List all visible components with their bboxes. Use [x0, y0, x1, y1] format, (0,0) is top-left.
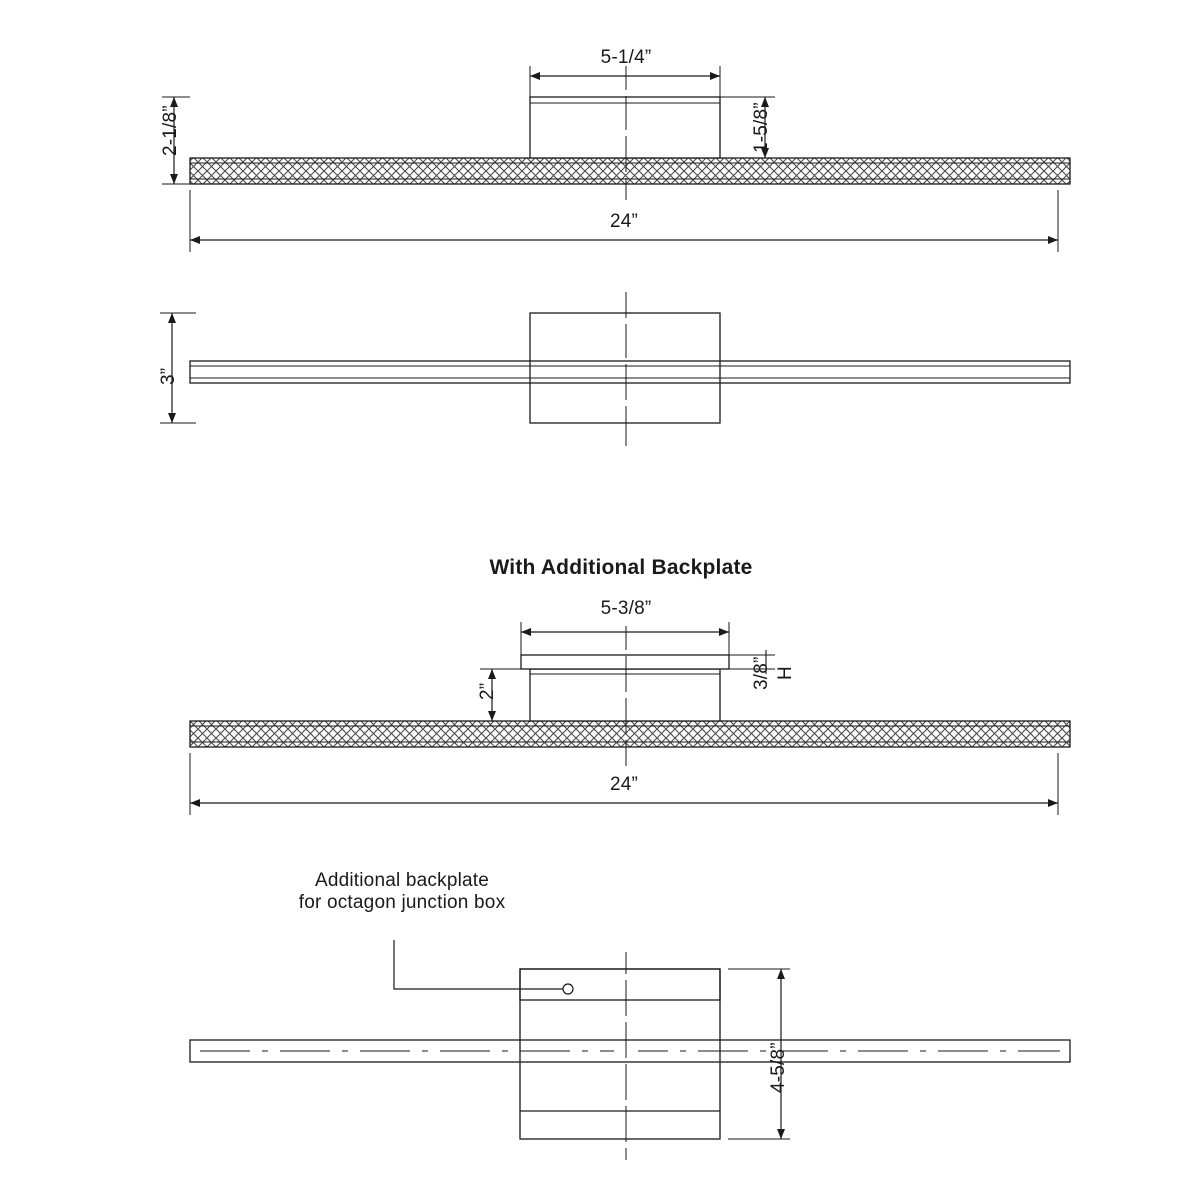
view-bottom-elevation	[190, 940, 1070, 1160]
dim-bottom-height-label: 4-5/8”	[768, 1042, 789, 1093]
dim-backplate-height-right-symbol: H	[775, 666, 796, 680]
dim-backplate-height-left-label: 2”	[477, 682, 498, 700]
backplate-note	[272, 870, 532, 914]
dim-top-height-left-label: 2-1/8”	[160, 105, 181, 156]
dim-backplate-height-right-label: 3/8”	[751, 656, 772, 690]
dim-backplate-width-label: 5-3/8”	[600, 598, 652, 619]
dim-top-width-label: 5-1/4”	[600, 47, 652, 68]
view-front-elevation	[160, 292, 1070, 446]
backplate-note-line2: for octagon junction box	[298, 892, 506, 913]
dim-backplate-overall-label: 24”	[609, 774, 639, 795]
backplate-note-line1: Additional backplate	[314, 870, 490, 891]
section-title: With Additional Backplate	[489, 556, 753, 579]
dim-top-overall-label: 24”	[609, 211, 639, 232]
dim-front-height-label: 3”	[158, 367, 179, 385]
dim-top-height-right-label: 1-5/8”	[751, 102, 772, 153]
